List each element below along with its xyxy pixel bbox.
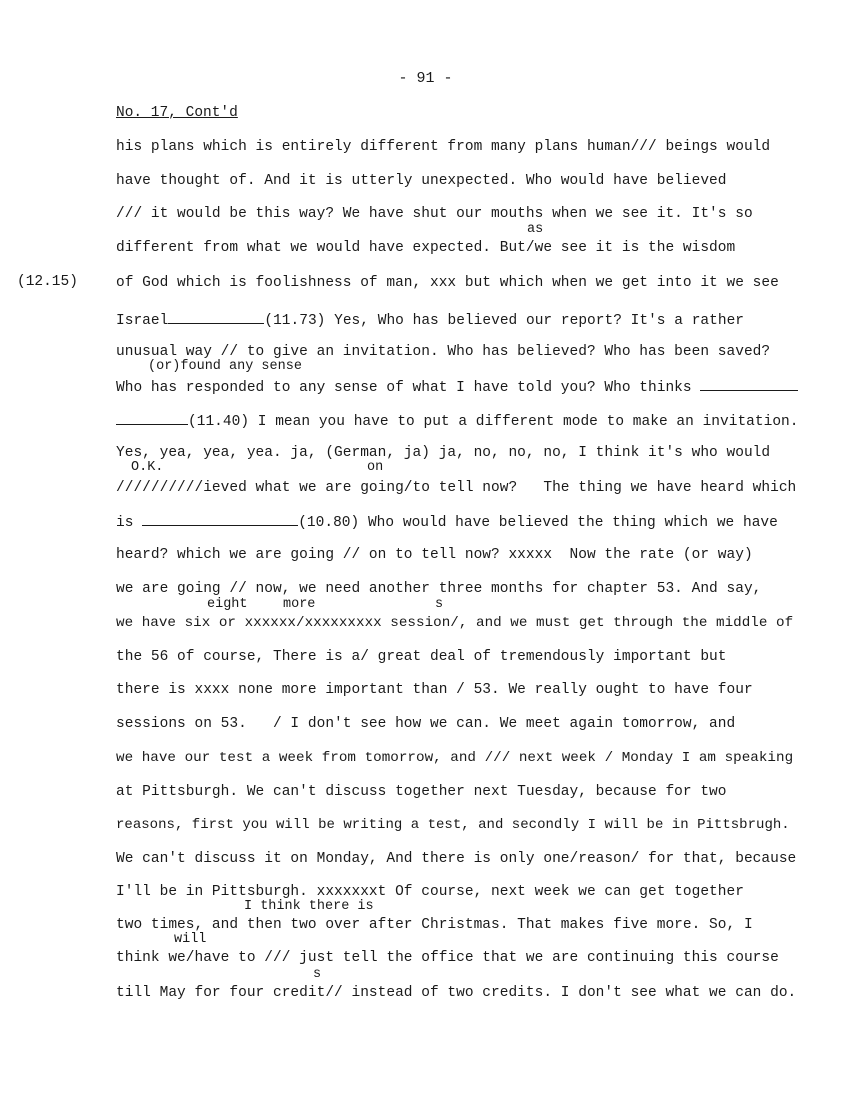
text-line: We can't discuss it on Monday, And there is only one/reason/ for that, because [116, 851, 797, 867]
text-line: sessions on 53. / I don't see how we can. We meet again tomorrow, and [116, 716, 736, 732]
interlinear-note: on [367, 460, 384, 475]
interlinear-note: s [435, 597, 444, 612]
text-line: at Pittsburgh. We can't discuss together next Tuesday, because for two [116, 784, 727, 800]
interlinear-note: O.K. [131, 460, 164, 475]
text-line: of God which is foolishness of man, xxx but which when we get into it we see [116, 275, 779, 291]
text-line: reasons, first you will be writing a test, and secondly I will be in Pittsbrugh. [116, 817, 790, 833]
interlinear-note: will [174, 932, 207, 947]
line-rest: (11.40) I mean you have to put a different mode to make an invitation. [188, 414, 799, 430]
text-line [116, 412, 799, 430]
text-line: till May for four credit// instead of two credits. I don't see what we can do. [116, 985, 797, 1001]
text-line: heard? which we are going // on to tell now? xxxxx Now the rate (or way) [116, 547, 753, 563]
text-line: we have our test a week from tomorrow, and /// next week / Monday I am speaking [116, 750, 794, 766]
text-line: two times, and then two over after Christmas. That makes five more. So, I [116, 917, 753, 933]
text-line: different from what we would have expected. But/we see it is the wisdom [116, 240, 736, 256]
margin-note: (12.15) [17, 274, 78, 290]
text-line: think we/have to /// just tell the office that we are continuing this course [116, 950, 779, 966]
text-line: the 56 of course, There is a/ great deal of tremendously important but [116, 649, 727, 665]
text-line: we are going // now, we need another three months for chapter 53. And say, [116, 581, 762, 597]
text-line: I'll be in Pittsburgh. xxxxxxxt Of course, next week we can get together [116, 884, 744, 900]
text-line: /// it would be this way? We have shut our mouths when we see it. It's so [116, 206, 753, 222]
text-line [116, 378, 798, 396]
interlinear-note: as [527, 222, 544, 237]
line-prefix: is [116, 515, 134, 531]
text-line: unusual way // to give an invitation. Who has believed? Who has been saved? [116, 344, 771, 360]
text-line: have thought of. And it is utterly unexpected. Who would have believed [116, 173, 727, 189]
text-line: we have six or xxxxxx/xxxxxxxxx session/, and we must get through the middle of [116, 615, 794, 631]
interlinear-note: (or)found any sense [148, 359, 302, 374]
line-prefix: Israel [116, 313, 169, 329]
page-number: - 91 - [398, 70, 453, 87]
line-text: Who has responded to any sense of what I have told you? Who thinks [116, 380, 692, 396]
page-heading: No. 17, Cont'd [116, 105, 238, 121]
interlinear-note: eight [207, 597, 248, 612]
fill-in-blank [168, 311, 264, 324]
line-rest: (10.80) Who would have believed the thing which we have [298, 515, 778, 531]
line-rest: (11.73) Yes, Who has believed our report? It's a rather [264, 313, 745, 329]
fill-in-blank [142, 513, 298, 526]
text-line: his plans which is entirely different from many plans human/// beings would [116, 139, 771, 155]
text-line: Yes, yea, yea, yea. ja, (German, ja) ja, no, no, no, I think it's who would [116, 445, 771, 461]
text-line [116, 311, 744, 329]
interlinear-note: s [313, 967, 322, 982]
interlinear-note: I think there is [244, 899, 374, 914]
text-line [116, 513, 778, 531]
interlinear-note: more [283, 597, 316, 612]
text-line: //////////ieved what we are going/to tell now? The thing we have heard which [116, 480, 797, 496]
fill-in-blank [700, 378, 798, 391]
fill-in-blank [116, 412, 188, 425]
text-line: there is xxxx none more important than / 53. We really ought to have four [116, 682, 753, 698]
